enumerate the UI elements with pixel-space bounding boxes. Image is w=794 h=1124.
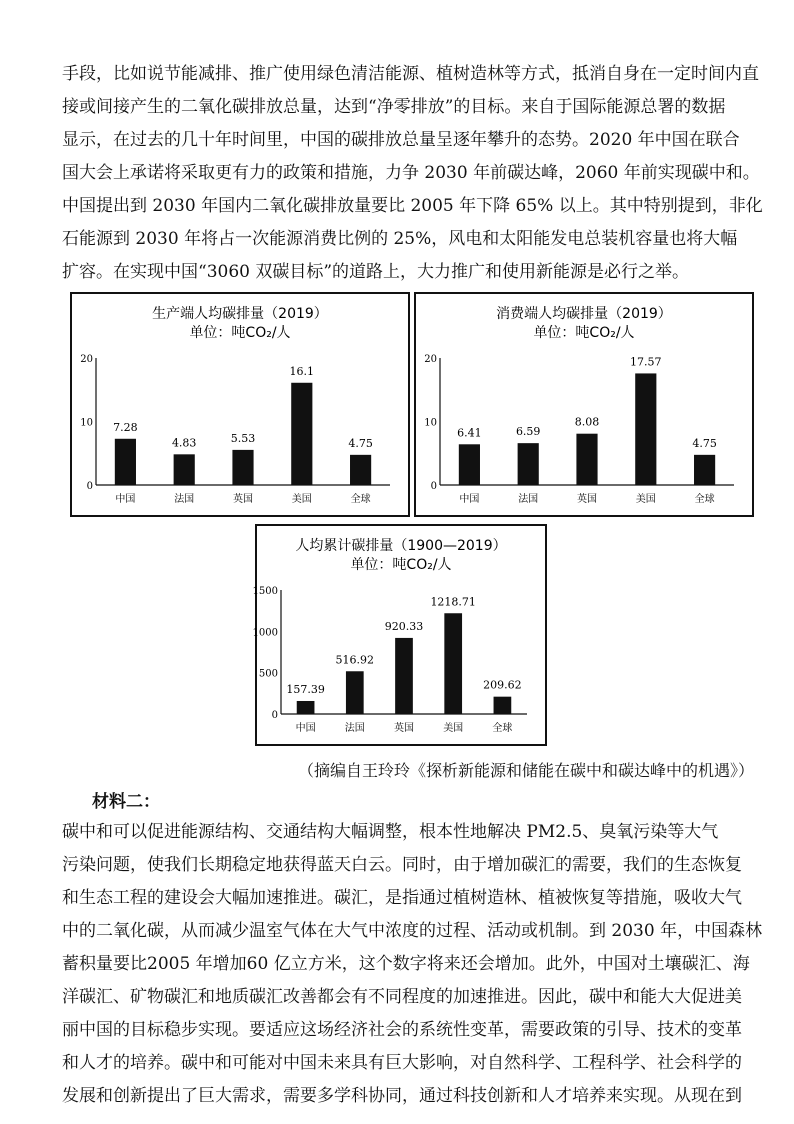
bar-value-label: 8.08	[574, 415, 600, 429]
chart-title: 消费端人均碳排量（2019）	[496, 306, 672, 322]
x-category-label: 全球	[694, 494, 715, 505]
x-category-label: 英国	[577, 494, 597, 505]
bar-value-label: 6.41	[457, 426, 482, 440]
y-tick-label: 0	[271, 710, 278, 721]
x-category-label: 中国	[115, 494, 136, 505]
bar	[174, 454, 195, 485]
y-tick-label: 500	[258, 668, 278, 680]
bar-value-label: 1218.71	[430, 595, 476, 609]
bar	[346, 671, 364, 714]
chart-subtitle: 单位：吨CO₂/人	[533, 325, 635, 341]
chart-svg	[72, 294, 408, 515]
bar-value-label: 5.53	[230, 431, 256, 445]
bar	[635, 373, 656, 485]
x-category-label: 美国	[635, 494, 656, 505]
x-category-label: 中国	[459, 494, 480, 505]
chart-title: 人均累计碳排量（1900—2019）	[295, 538, 507, 554]
paragraph-1	[62, 58, 763, 289]
y-tick-label: 1000	[252, 627, 278, 639]
x-category-label: 英国	[394, 723, 414, 734]
bar	[576, 434, 597, 485]
chart-svg	[252, 526, 545, 744]
y-tick-label: 10	[424, 417, 437, 429]
x-category-label: 美国	[291, 494, 312, 505]
x-category-label: 法国	[518, 494, 539, 505]
bar-value-label: 4.83	[171, 436, 197, 450]
bar-value-label: 209.62	[483, 678, 522, 692]
text-line: 污染问题，使我们长期稳定地获得蓝天白云。同时，由于增加碳汇的需要，我们的生态恢复	[62, 855, 742, 875]
section-heading-material-2: 材料二：	[92, 792, 160, 812]
text-line: 洋碳汇、矿物碳汇和地质碳汇改善都会有不同程度的加速推进。因此，碳中和能大大促进美	[62, 987, 742, 1007]
x-category-label: 美国	[443, 723, 464, 734]
x-category-label: 全球	[350, 494, 371, 505]
x-category-label: 英国	[233, 494, 253, 505]
bar	[518, 443, 539, 485]
text-line: 显示，在过去的几十年时间里，中国的碳排放总量呈逐年攀升的态势。2020 年中国在联合	[62, 130, 740, 150]
chart-title: 生产端人均碳排量（2019）	[152, 306, 328, 322]
y-tick-label: 0	[86, 481, 93, 492]
bar	[459, 444, 480, 485]
bar-value-label: 4.75	[692, 436, 717, 450]
text-line: 扩容。在实现中国“3060 双碳目标”的道路上，大力推广和使用新能源是必行之举。	[62, 262, 690, 282]
bar	[494, 697, 512, 714]
bar	[694, 455, 715, 485]
bar-value-label: 7.28	[113, 420, 138, 434]
bar	[291, 383, 312, 485]
bar-value-label: 17.57	[630, 355, 662, 369]
text-line: 中的二氧化碳，从而减少温室气体在大气中浓度的过程、活动或机制。到 2030 年，中国森林	[62, 921, 763, 941]
bar	[350, 455, 371, 485]
text-line: 中国提出到 2030 年国内二氧化碳排放量要比 2005 年下降 65% 以上。其中特别提到，非化	[62, 196, 763, 216]
chart-consumption-emissions	[414, 292, 754, 517]
y-tick-label: 0	[430, 481, 437, 492]
chart-cumulative-emissions	[252, 524, 547, 746]
chart-subtitle: 单位：吨CO₂/人	[350, 557, 452, 573]
text-line: 和生态工程的建设会大幅加速推进。碳汇，是指通过植树造林、植被恢复等措施，吸收大气	[62, 888, 742, 908]
text-line: 丽中国的目标稳步实现。要适应这场经济社会的系统性变革，需要政策的引导、技术的变革	[62, 1020, 742, 1040]
y-tick-label: 20	[424, 354, 437, 365]
bar-value-label: 6.59	[515, 425, 541, 439]
text-line: 国大会上承诺将采取更有力的政策和措施，力争 2030 年前碳达峰，2060 年前实现碳中和。	[62, 163, 760, 183]
x-category-label: 法国	[174, 494, 195, 505]
text-line: 和人才的培养。碳中和可能对中国未来具有巨大影响，对自然科学、工程科学、社会科学的	[62, 1053, 742, 1073]
chart-subtitle: 单位：吨CO₂/人	[189, 325, 291, 341]
bar	[297, 701, 315, 714]
x-category-label: 中国	[295, 723, 316, 734]
text-line: 发展和创新提出了巨大需求，需要多学科协同，通过科技创新和人才培养来实现。从现在到	[62, 1086, 742, 1106]
y-tick-label: 1500	[252, 586, 278, 597]
bar	[115, 439, 136, 485]
text-line: 蓄积量要比2005 年增加60 亿立方米，这个数字将来还会增加。此外，中国对土壤碳汇、海	[62, 954, 750, 974]
source-citation: （摘编自王玲玲《探析新能源和储能在碳中和碳达峰中的机遇》）	[297, 761, 754, 780]
x-category-label: 法国	[344, 723, 365, 734]
paragraph-2	[62, 816, 763, 1113]
text-line: 手段，比如说节能减排、推广使用绿色清洁能源、植树造林等方式，抵消自身在一定时间内直	[62, 64, 759, 84]
chart-svg	[416, 294, 752, 515]
text-line: 接或间接产生的二氧化碳排放总量，达到“净零排放”的目标。来自于国际能源总署的数据	[62, 97, 726, 117]
bar-value-label: 157.39	[286, 682, 325, 696]
bar	[395, 638, 413, 714]
x-category-label: 全球	[492, 723, 513, 734]
y-tick-label: 20	[80, 354, 93, 365]
text-line: 石能源到 2030 年将占一次能源消费比例的 25%，风电和太阳能发电总装机容量也将大幅	[62, 229, 738, 249]
y-tick-label: 10	[80, 417, 93, 429]
text-line: 碳中和可以促进能源结构、交通结构大幅调整，根本性地解决 PM2.5、臭氧污染等大气	[62, 822, 719, 842]
bar-value-label: 4.75	[348, 436, 373, 450]
chart-production-emissions	[70, 292, 410, 517]
bar	[232, 450, 253, 485]
bar-value-label: 16.1	[289, 364, 315, 378]
bar-value-label: 920.33	[384, 619, 424, 633]
bar	[444, 613, 462, 714]
bar-value-label: 516.92	[335, 653, 375, 667]
